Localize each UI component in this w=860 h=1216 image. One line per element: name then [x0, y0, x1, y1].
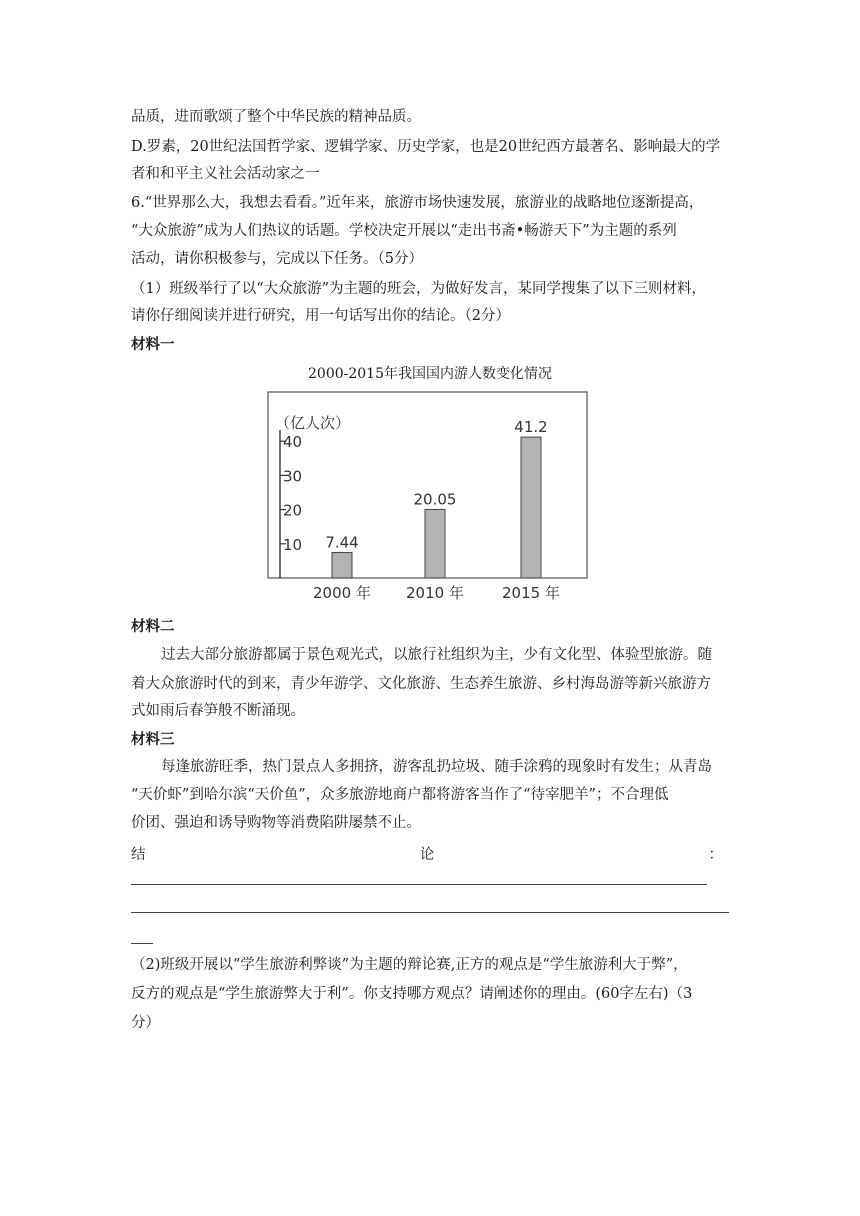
material-2-line-1: 过去大部分旅游都属于景色观光式，以旅行社组织为主，少有文化型、体验型旅游。随 — [161, 647, 712, 663]
answer-blank-line-2[interactable] — [131, 912, 729, 913]
material-1-heading: 材料一 — [131, 336, 175, 353]
chart-title: 2000-2015年我国国内游人数变化情况 — [308, 366, 552, 382]
material-3-line-2: “天价虾”到哈尔滨“天价鱼”，众多旅游地商户都将游客当作了“待宰肥羊”；不合理低 — [131, 787, 669, 803]
subquestion-1-line-2: 请你仔细阅读并进行研究，用一句话写出你的结论。（2分） — [131, 308, 510, 324]
text-line: 品质，进而歌颂了整个中华民族的精神品质。 — [131, 109, 421, 125]
bar-value-label: 41.2 — [514, 418, 548, 437]
conclusion-colon: ： — [708, 847, 723, 863]
bar-2015年 — [521, 437, 541, 578]
option-d-line-1: D.罗素，20世纪法国哲学家、逻辑学家、历史学家，也是20世纪西方最著名、影响最大的学 — [131, 139, 721, 155]
subquestion-2-line-1: （2)班级开展以“学生旅游利弊谈”为主题的辩论赛,正方的观点是“学生旅游利大于弊”， — [131, 957, 688, 973]
question-6-line-2: “大众旅游”成为人们热议的话题。学校决定开展以“走出书斋•畅游天下”为主题的系列 — [131, 223, 677, 239]
y-tick-label: 40 — [283, 433, 303, 452]
option-d-line-2: 者和和平主义社会活动家之一 — [131, 166, 320, 182]
y-tick-label: 20 — [283, 501, 303, 520]
material-3-heading: 材料三 — [131, 731, 175, 748]
subquestion-1-line-1: （1）班级举行了以“大众旅游”为主题的班会，为做好发言，某同学搜集了以下三则材料， — [131, 281, 707, 297]
material-2-heading: 材料二 — [131, 618, 175, 635]
question-6-line-3: 活动，请你积极参与，完成以下任务。（5分） — [131, 251, 423, 267]
bar-2000年 — [332, 553, 352, 578]
conclusion-label-row — [131, 843, 723, 864]
y-tick-label: 10 — [283, 535, 303, 554]
x-category-label: 2000 年 — [313, 584, 371, 602]
bar-2010年 — [425, 509, 445, 578]
conclusion-char-1: 结 — [131, 847, 146, 863]
material-3-line-3: 价团、强迫和诱导购物等消费陷阱屡禁不止。 — [131, 815, 421, 831]
bar-chart — [267, 390, 589, 608]
subquestion-2-line-3: 分） — [131, 1015, 160, 1031]
bar-value-label: 7.44 — [325, 533, 359, 552]
y-axis-label: （亿人次） — [275, 414, 351, 432]
material-2-line-2: 着大众旅游时代的到来，青少年游学、文化旅游、生态养生旅游、乡村海岛游等新兴旅游方 — [131, 676, 711, 692]
x-category-label: 2010 年 — [406, 584, 464, 602]
bar-value-label: 20.05 — [413, 490, 457, 509]
material-2-line-3: 式如雨后春笋般不断涌现。 — [131, 703, 305, 719]
subquestion-2-line-2: 反方的观点是“学生旅游弊大于利”。你支持哪方观点？请阐述你的理由。(60字左右)（3 — [131, 986, 693, 1002]
material-3-line-1: 每逢旅游旺季，热门景点人多拥挤，游客乱扔垃圾、随手涂鸦的现象时有发生；从青岛 — [161, 759, 712, 775]
answer-blank-line-3[interactable] — [131, 943, 153, 944]
answer-blank-line-1[interactable] — [131, 884, 707, 885]
question-6-line-1: 6.“世界那么大，我想去看看。”近年来，旅游市场快速发展，旅游业的战略地位逐渐提高， — [131, 195, 704, 211]
y-tick-label: 30 — [283, 467, 303, 486]
x-category-label: 2015 年 — [502, 584, 560, 602]
conclusion-char-2: 论 — [419, 847, 435, 863]
